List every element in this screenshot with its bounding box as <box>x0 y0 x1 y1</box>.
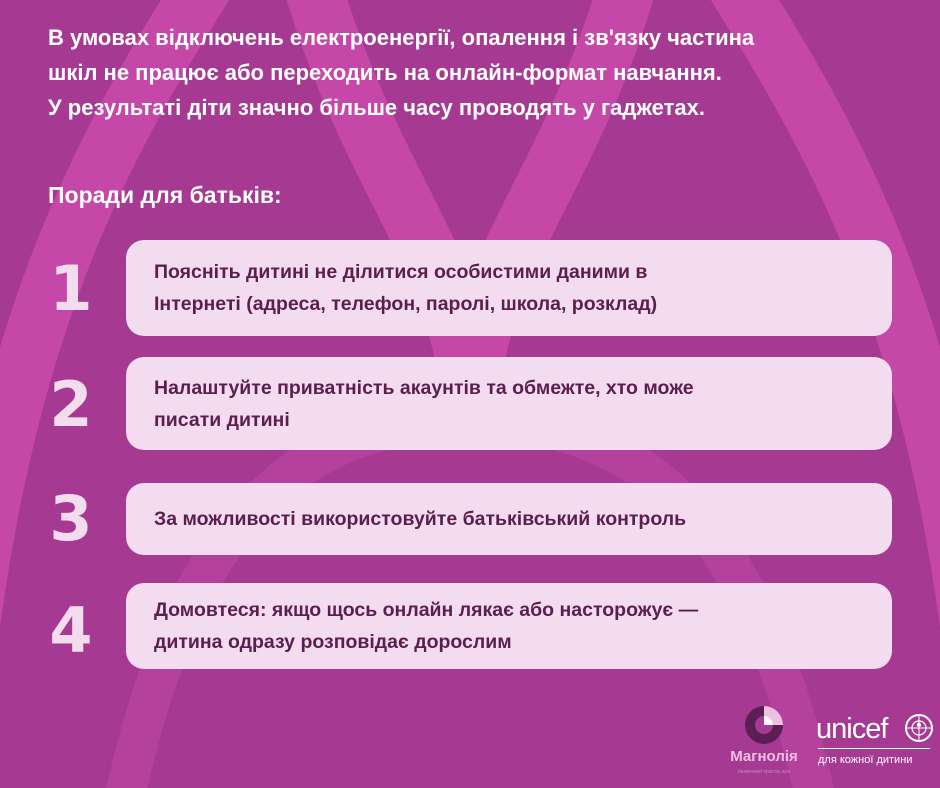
tip-text <box>154 503 686 535</box>
tip-text <box>154 372 694 436</box>
intro-text <box>48 20 908 125</box>
unicef-divider <box>818 748 930 749</box>
tip-number-1: 1 <box>49 252 93 325</box>
intro-line: В умовах відключень електроенергії, опалення і зв'язку частина <box>48 25 755 50</box>
tip-card-3 <box>126 483 892 555</box>
unicef-tagline: для кожної дитини <box>818 754 913 766</box>
tip-card-1 <box>126 240 892 336</box>
intro-line: У результаті діти значно більше часу проводять у гаджетах. <box>48 95 705 120</box>
tip-line: Поясніть дитині не ділитися особистими даними в <box>154 261 648 283</box>
tip-text <box>154 256 657 320</box>
tip-line: дитина одразу розповідає дорослим <box>154 631 512 653</box>
tip-line: Домовтеся: якщо щось онлайн лякає або насторожує — <box>154 599 699 621</box>
tip-text <box>154 594 698 658</box>
tips-heading: Поради для батьків: <box>48 182 282 208</box>
magnolia-logo <box>724 702 804 784</box>
magnolia-tagline: безпечний простір для <box>737 769 791 775</box>
tip-card-2 <box>126 357 892 450</box>
magnolia-name: Магнолія <box>730 748 798 765</box>
tip-line: Інтернеті (адреса, телефон, паролі, школа, розклад) <box>154 293 658 315</box>
tip-line: писати дитині <box>154 408 290 431</box>
intro-line: шкіл не працює або переходить на онлайн-формат навчання. <box>48 60 722 85</box>
tip-number-2: 2 <box>49 368 93 441</box>
tip-card-4 <box>126 583 892 669</box>
tip-number-3: 3 <box>49 482 93 555</box>
magnolia-logo-icon <box>724 702 804 748</box>
unicef-wordmark: unicef <box>816 713 888 745</box>
tip-line: За можливості використовуйте батьківський контроль <box>154 508 687 530</box>
unicef-logo <box>816 710 936 770</box>
unicef-emblem-icon <box>904 713 934 743</box>
tip-line: Налаштуйте приватність акаунтів та обмежте, хто може <box>154 376 694 399</box>
tip-number-4: 4 <box>49 594 93 667</box>
